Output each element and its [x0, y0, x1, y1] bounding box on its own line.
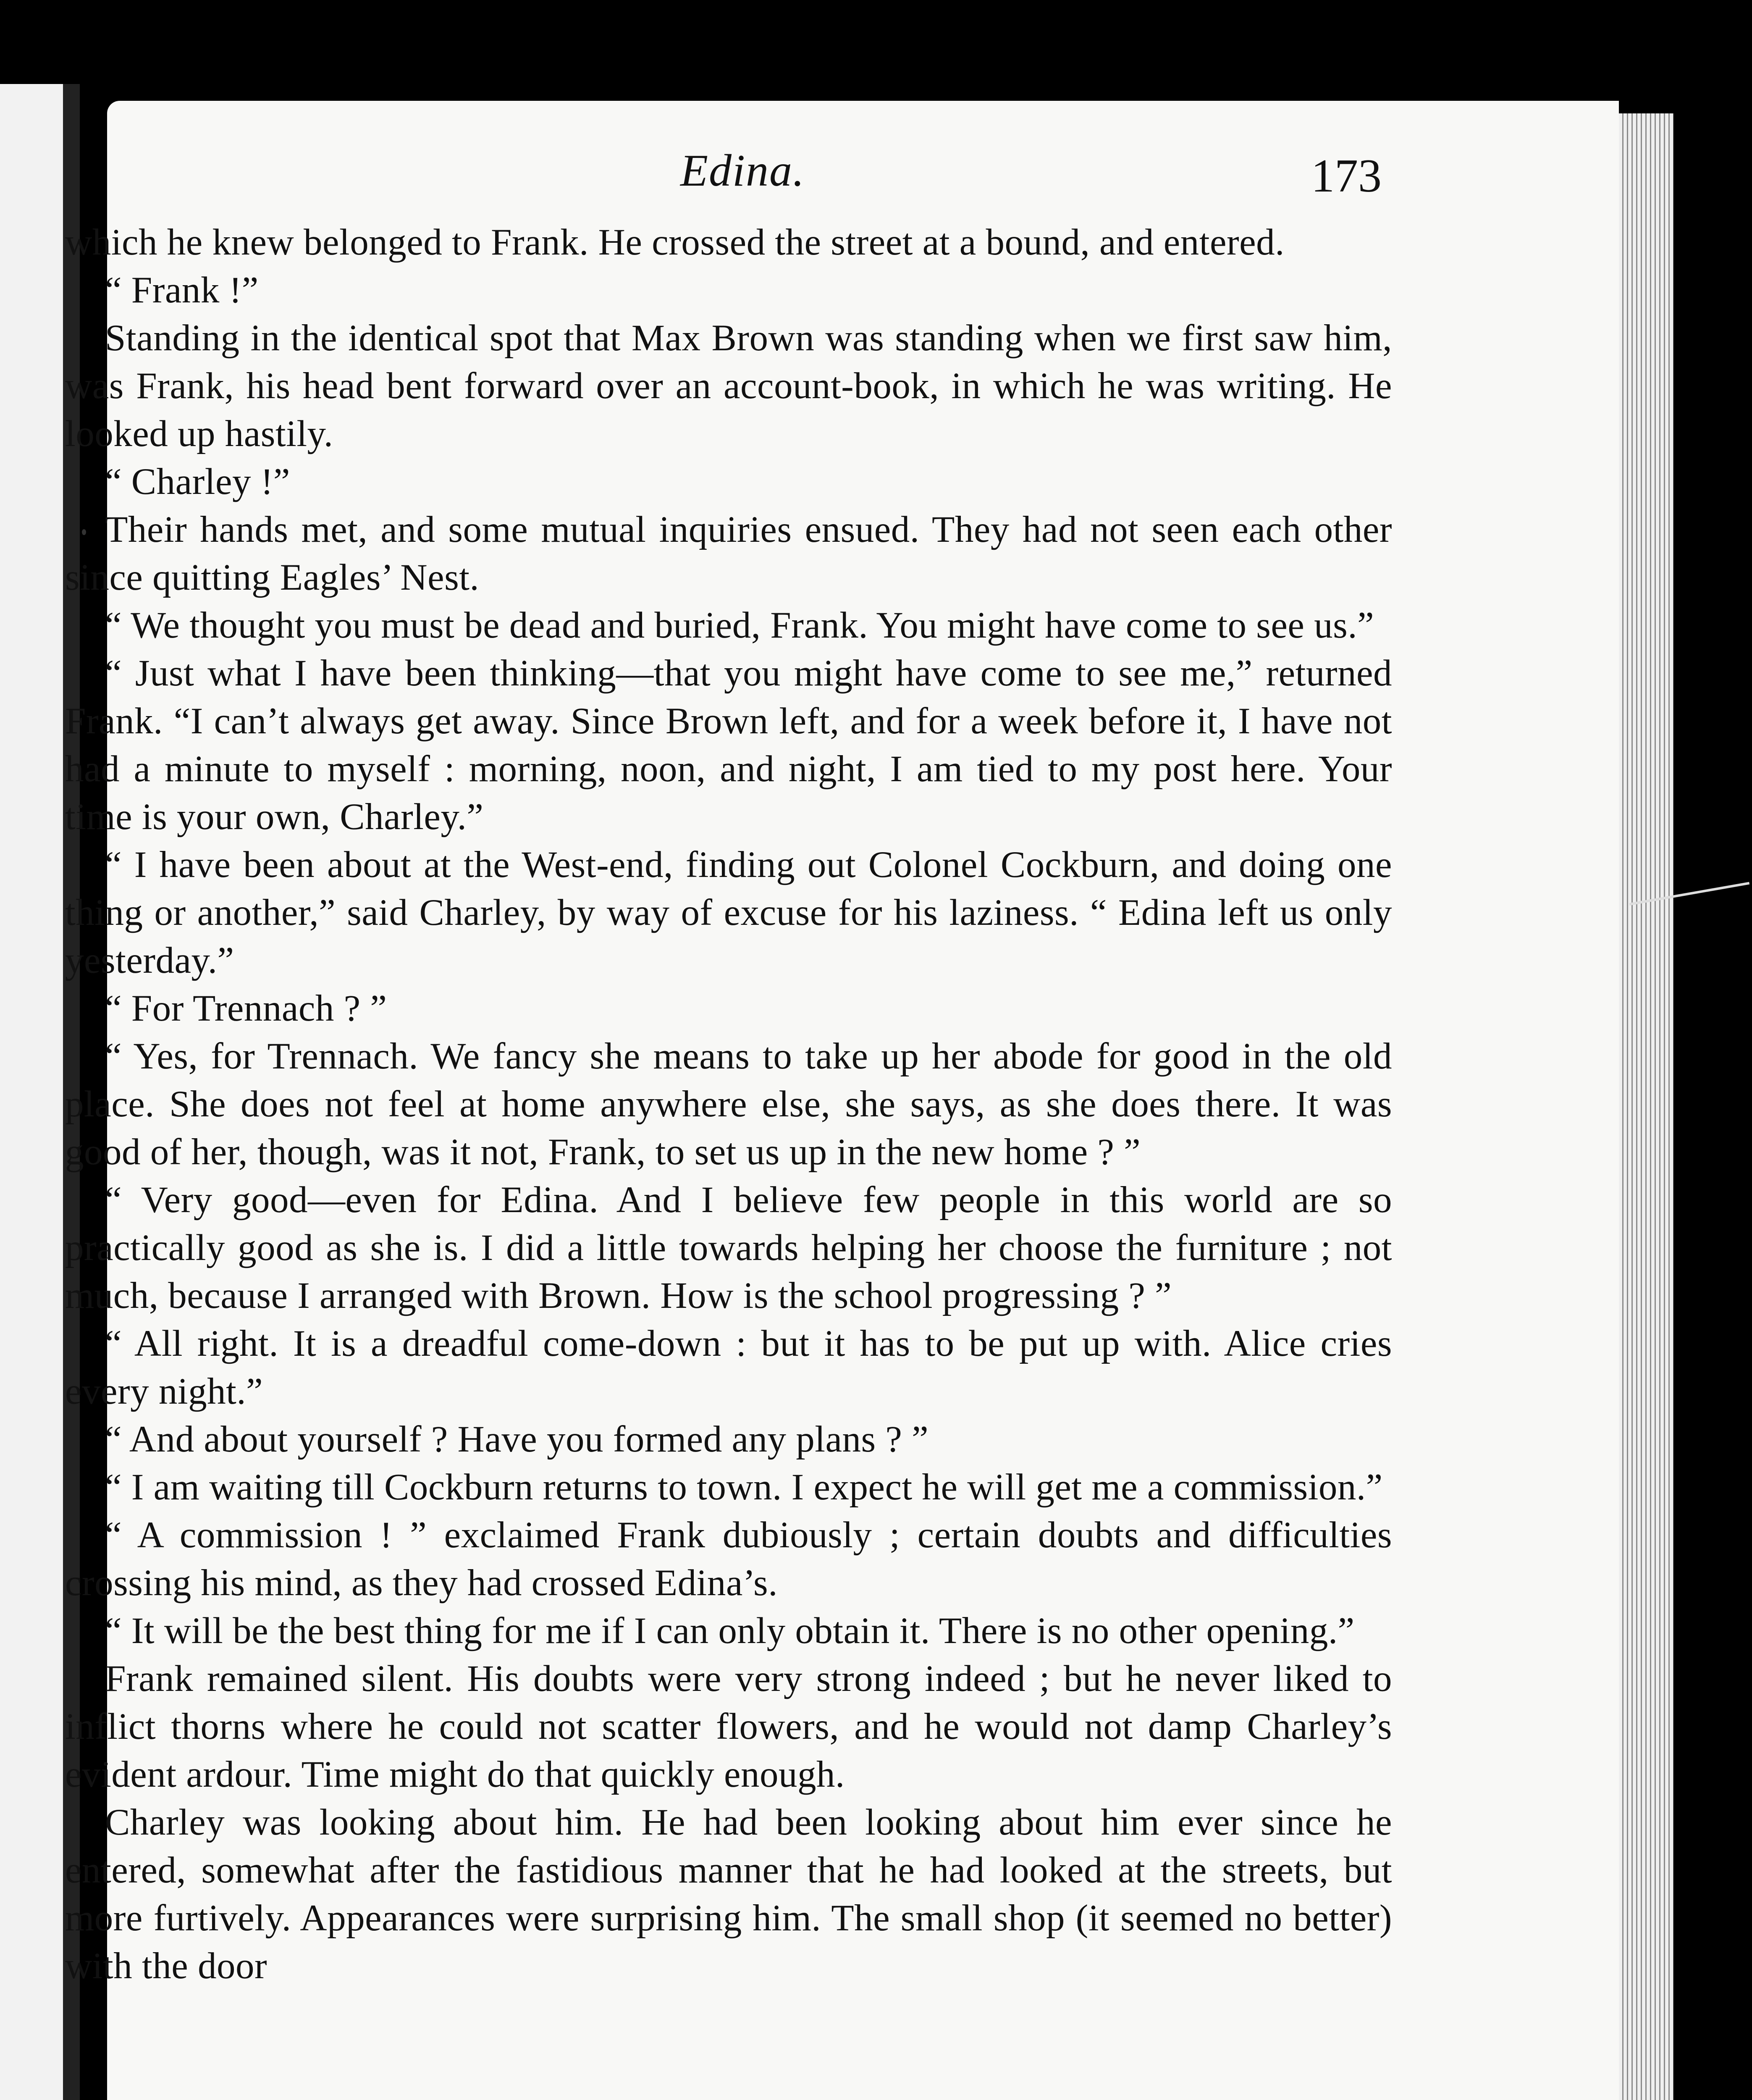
paragraph: Their hands met, and some mutual inquiries ensued. They had not seen each other since quitting Eagles’ Nest. — [65, 509, 1392, 598]
paragraph: “ And about yourself ? Have you formed any plans ? ” — [105, 1419, 929, 1460]
paragraph: Standing in the identical spot that Max Brown was standing when we first saw him, was Frank, his head bent forward over an account-book, in which he was writing. He looked up hastily. — [65, 318, 1392, 454]
page-number: 173 — [1311, 150, 1382, 202]
running-title: Edina. — [680, 146, 805, 196]
paragraph: “ It will be the best thing for me if I can only obtain it. There is no other opening.” — [105, 1610, 1355, 1651]
paragraph: “ Very good—even for Edina. And I believe few people in this world are so practically good as she is. I did a little towards helping her choose the furniture ; not much, because I arranged with Brown. How is the school progressing ? ” — [65, 1179, 1392, 1316]
paragraph: “ Just what I have been thinking—that you might have come to see me,” returned Frank. “I can’t always get away. Since Brown left, and for a week before it, I have not had a minute to myself : morning, noon, and night, I am tied to my post here. Your time is your own, Charley.” — [65, 653, 1392, 837]
previous-page-edge — [0, 84, 63, 2100]
paragraph: “ I am waiting till Cockburn returns to town. I expect he will get me a commission.” — [105, 1467, 1383, 1508]
paragraph: “ We thought you must be dead and buried, Frank. You might have come to see us.” — [105, 605, 1374, 646]
paragraph: “ Charley !” — [105, 461, 290, 502]
page-header — [63, 145, 1382, 208]
paragraph: which he knew belonged to Frank. He crossed the street at a bound, and entered. — [65, 222, 1285, 263]
scan-border-right — [1673, 0, 1752, 2100]
paragraph: “ Yes, for Trennach. We fancy she means to take up her abode for good in the old place. She does not feel at home anywhere else, she says, as she does there. It was good of her, though, was it not, Frank, to set us up in the new home ? ” — [65, 1036, 1392, 1173]
paragraph: “ For Trennach ? ” — [105, 988, 387, 1029]
paragraph: “ Frank !” — [105, 270, 259, 311]
paragraph: “ I have been about at the West-end, finding out Colonel Cockburn, and doing one thing or another,” said Charley, by way of excuse for his laziness. “ Edina left us only yesterday.” — [65, 844, 1392, 981]
paragraph: “ A commission ! ” exclaimed Frank dubiously ; certain doubts and difficulties crossing his mind, as they had crossed Edina’s. — [65, 1515, 1392, 1604]
page-edge-stack — [1619, 113, 1673, 2100]
paragraph: Charley was looking about him. He had been looking about him ever since he entered, somewhat after the fastidious manner that he had looked at the streets, but more furtively. Appearances were surprising him. The small shop (it seemed no better) with the door — [65, 1802, 1392, 1987]
paragraph: Frank remained silent. His doubts were very strong indeed ; but he never liked to inflict thorns where he could not scatter flowers, and he would not damp Charley’s evident ardour. Time might do that quickly enough. — [65, 1658, 1392, 1795]
body-text — [65, 218, 1392, 1990]
paragraph: “ All right. It is a dreadful come-down : but it has to be put up with. Alice cries every night.” — [65, 1323, 1392, 1412]
